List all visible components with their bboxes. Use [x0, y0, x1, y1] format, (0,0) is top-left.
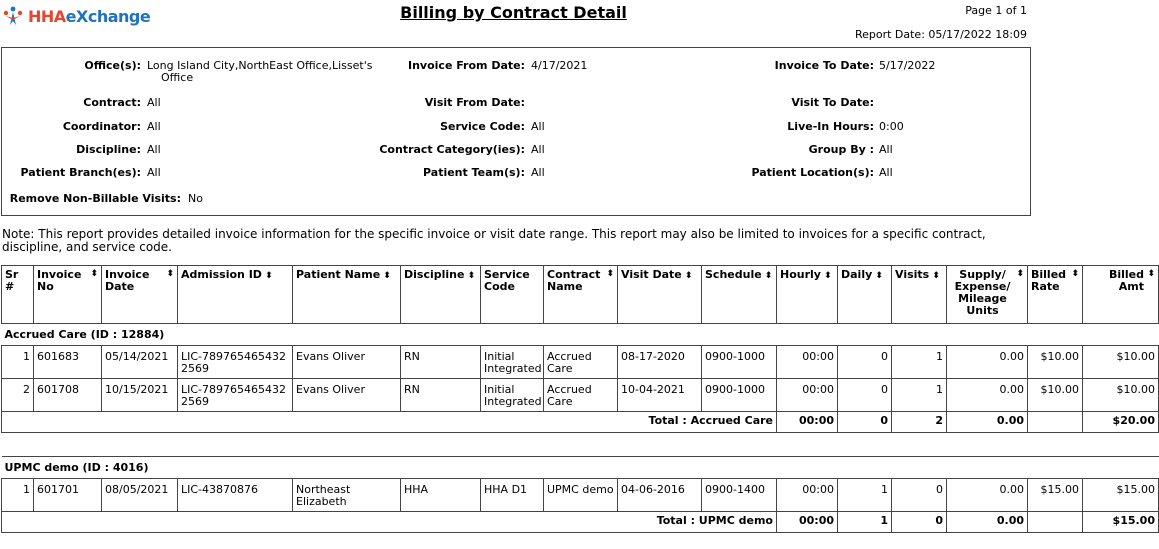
- col-visits[interactable]: Visits ⬍: [892, 266, 947, 324]
- cell-visit-date: 04-06-2016: [618, 479, 702, 512]
- col-contract-name[interactable]: Contract Name ⬍: [544, 266, 618, 324]
- criteria-label: Patient Branch(es):: [20, 166, 141, 179]
- cell-hourly: 00:00: [777, 346, 838, 379]
- criteria-value: All: [879, 143, 893, 156]
- cell-sr: 1: [2, 479, 34, 512]
- col-billed-rate[interactable]: Billed Rate ⬍: [1028, 266, 1083, 324]
- table-header-row: [2, 266, 1159, 324]
- col-visit-date[interactable]: Visit Date ⬍: [618, 266, 702, 324]
- cell-admission-id: LIC-7897654654322569: [178, 379, 293, 412]
- criteria-value: Long Island City,NorthEast Office,Lisset's: [147, 59, 373, 72]
- total-supply: 0.00: [947, 412, 1028, 433]
- criteria-value: No: [188, 192, 203, 205]
- cell-sr: 1: [2, 346, 34, 379]
- report-title: Billing by Contract Detail: [400, 3, 627, 22]
- total-label: Total : Accrued Care: [2, 412, 777, 433]
- cell-daily: 0: [838, 346, 892, 379]
- total-hourly: 00:00: [777, 412, 838, 433]
- total-label: Total : UPMC demo: [2, 512, 777, 533]
- criteria-value: All: [531, 166, 545, 179]
- total-billed-rate: [1028, 512, 1083, 533]
- cell-daily: 1: [838, 479, 892, 512]
- cell-invoice-no: 601701: [34, 479, 102, 512]
- table-row: [2, 479, 1159, 512]
- total-row: [2, 512, 1159, 533]
- cell-visits: 0: [892, 479, 947, 512]
- col-daily[interactable]: Daily ⬍: [838, 266, 892, 324]
- col-hourly[interactable]: Hourly ⬍: [777, 266, 838, 324]
- criteria-value: All: [147, 166, 161, 179]
- cell-schedule: 0900-1000: [702, 379, 777, 412]
- cell-visit-date: 08-17-2020: [618, 346, 702, 379]
- criteria-value: 5/17/2022: [879, 59, 936, 72]
- col-supply[interactable]: Supply/ Expense/ Mileage Units ⬍: [947, 266, 1028, 324]
- sort-arrows-icon[interactable]: ⬍: [681, 271, 693, 281]
- sort-arrows-icon[interactable]: ⬍: [380, 271, 391, 281]
- col-discipline[interactable]: Discipline ⬍: [401, 266, 481, 324]
- cell-billed-rate: $15.00: [1028, 479, 1083, 512]
- spacer-row: [2, 433, 1159, 457]
- group-title: Accrued Care (ID : 12884): [2, 324, 1159, 346]
- col-service-code[interactable]: Service Code: [481, 266, 544, 324]
- criteria-value: All: [531, 143, 545, 156]
- criteria-value: All: [147, 96, 161, 109]
- cell-discipline: RN: [401, 379, 481, 412]
- group-title: UPMC demo (ID : 4016): [2, 457, 1159, 479]
- sort-arrows-icon[interactable]: ⬍: [1016, 269, 1024, 279]
- sort-arrows-icon[interactable]: ⬍: [464, 271, 476, 281]
- total-row: [2, 412, 1159, 433]
- criteria-label: Invoice From Date:: [408, 59, 525, 72]
- table-row: [2, 379, 1159, 412]
- criteria-value: 4/17/2021: [531, 59, 588, 72]
- cell-patient-name: Evans Oliver: [293, 379, 401, 412]
- report-date: Report Date: 05/17/2022 18:09: [854, 28, 1027, 41]
- cell-patient-name: Northeast Elizabeth: [293, 479, 401, 512]
- criteria-value: All: [531, 120, 545, 133]
- cell-invoice-date: 10/15/2021: [102, 379, 178, 412]
- cell-visits: 1: [892, 379, 947, 412]
- criteria-label: Contract Category(ies):: [379, 143, 525, 156]
- cell-invoice-no: 601708: [34, 379, 102, 412]
- criteria-value: All: [147, 143, 161, 156]
- spacer-cell: [2, 433, 1159, 457]
- col-admission-id[interactable]: Admission ID ⬍: [178, 266, 293, 324]
- sort-arrows-icon[interactable]: ⬍: [1147, 269, 1155, 279]
- criteria-label: Coordinator:: [62, 120, 141, 133]
- cell-service-code: Initial Integrated: [481, 346, 544, 379]
- cell-billed-rate: $10.00: [1028, 379, 1083, 412]
- criteria-value-cont: Office: [161, 71, 194, 84]
- criteria-label: Visit To Date:: [791, 96, 874, 109]
- criteria-label: Invoice To Date:: [774, 59, 874, 72]
- sort-arrows-icon[interactable]: ⬍: [929, 271, 940, 281]
- total-visits: 2: [892, 412, 947, 433]
- cell-service-code: Initial Integrated: [481, 379, 544, 412]
- cell-patient-name: Evans Oliver: [293, 346, 401, 379]
- report-criteria-box: [1, 47, 1031, 216]
- total-daily: 0: [838, 412, 892, 433]
- cell-schedule: 0900-1000: [702, 346, 777, 379]
- criteria-label: Group By :: [808, 143, 874, 156]
- sort-arrows-icon[interactable]: ⬍: [166, 269, 174, 279]
- sort-arrows-icon[interactable]: ⬍: [1071, 269, 1079, 279]
- criteria-label: Patient Location(s):: [751, 166, 874, 179]
- total-visits: 0: [892, 512, 947, 533]
- criteria-value: All: [879, 166, 893, 179]
- cell-admission-id: LIC-43870876: [178, 479, 293, 512]
- cell-billed-amt: $10.00: [1083, 379, 1159, 412]
- col-invoice-no[interactable]: Invoice No ⬍: [34, 266, 102, 324]
- col-sr[interactable]: Sr #: [2, 266, 34, 324]
- col-billed-amt[interactable]: Billed Amt ⬍: [1083, 266, 1159, 324]
- col-schedule[interactable]: Schedule ⬍: [702, 266, 777, 324]
- cell-invoice-date: 08/05/2021: [102, 479, 178, 512]
- sort-arrows-icon[interactable]: ⬍: [90, 269, 98, 279]
- criteria-label: Live-In Hours:: [787, 120, 874, 133]
- criteria-label: Office(s):: [84, 59, 141, 72]
- col-invoice-date[interactable]: Invoice Date ⬍: [102, 266, 178, 324]
- criteria-value: All: [147, 120, 161, 133]
- report-note: Note: This report provides detailed invoice information for the specific invoice or visit date range. This report may also be limited to invoices for a specific contract, discipline, and service code.: [2, 227, 986, 254]
- table-row: [2, 346, 1159, 379]
- sort-arrows-icon[interactable]: ⬍: [606, 269, 614, 279]
- cell-contract-name: Accrued Care: [544, 346, 618, 379]
- sort-arrows-icon[interactable]: ⬍: [820, 271, 832, 281]
- cell-hourly: 00:00: [777, 379, 838, 412]
- cell-billed-amt: $15.00: [1083, 479, 1159, 512]
- group-header-row: [2, 457, 1159, 479]
- total-billed-amt: $15.00: [1083, 512, 1159, 533]
- criteria-label: Remove Non-Billable Visits:: [9, 192, 181, 205]
- logo-wordmark: HHAeXchange: [28, 6, 151, 26]
- total-hourly: 00:00: [777, 512, 838, 533]
- criteria-value: 0:00: [879, 120, 904, 133]
- sort-arrows-icon[interactable]: ⬍: [261, 271, 273, 281]
- cell-visit-date: 10-04-2021: [618, 379, 702, 412]
- criteria-label: Patient Team(s):: [423, 166, 525, 179]
- sort-arrows-icon[interactable]: ⬍: [872, 271, 883, 281]
- cell-discipline: RN: [401, 346, 481, 379]
- total-daily: 1: [838, 512, 892, 533]
- cell-sr: 2: [2, 379, 34, 412]
- cell-service-code: HHA D1: [481, 479, 544, 512]
- cell-supply: 0.00: [947, 346, 1028, 379]
- cell-discipline: HHA: [401, 479, 481, 512]
- cell-supply: 0.00: [947, 479, 1028, 512]
- criteria-label: Discipline:: [76, 143, 141, 156]
- cell-invoice-date: 05/14/2021: [102, 346, 178, 379]
- col-patient-name[interactable]: Patient Name ⬍: [293, 266, 401, 324]
- group-header-row: [2, 324, 1159, 346]
- criteria-label: Visit From Date:: [424, 96, 525, 109]
- cell-invoice-no: 601683: [34, 346, 102, 379]
- cell-visits: 1: [892, 346, 947, 379]
- total-billed-rate: [1028, 412, 1083, 433]
- cell-billed-rate: $10.00: [1028, 346, 1083, 379]
- cell-schedule: 0900-1400: [702, 479, 777, 512]
- cell-admission-id: LIC-7897654654322569: [178, 346, 293, 379]
- criteria-label: Contract:: [83, 96, 141, 109]
- cell-supply: 0.00: [947, 379, 1028, 412]
- cell-hourly: 00:00: [777, 479, 838, 512]
- page-number: Page 1 of 1: [965, 4, 1027, 17]
- sort-arrows-icon[interactable]: ⬍: [761, 271, 773, 281]
- criteria-label: Service Code:: [440, 120, 525, 133]
- cell-contract-name: Accrued Care: [544, 379, 618, 412]
- cell-billed-amt: $10.00: [1083, 346, 1159, 379]
- total-billed-amt: $20.00: [1083, 412, 1159, 433]
- total-supply: 0.00: [947, 512, 1028, 533]
- cell-contract-name: UPMC demo: [544, 479, 618, 512]
- billing-table: [1, 265, 1159, 533]
- cell-daily: 0: [838, 379, 892, 412]
